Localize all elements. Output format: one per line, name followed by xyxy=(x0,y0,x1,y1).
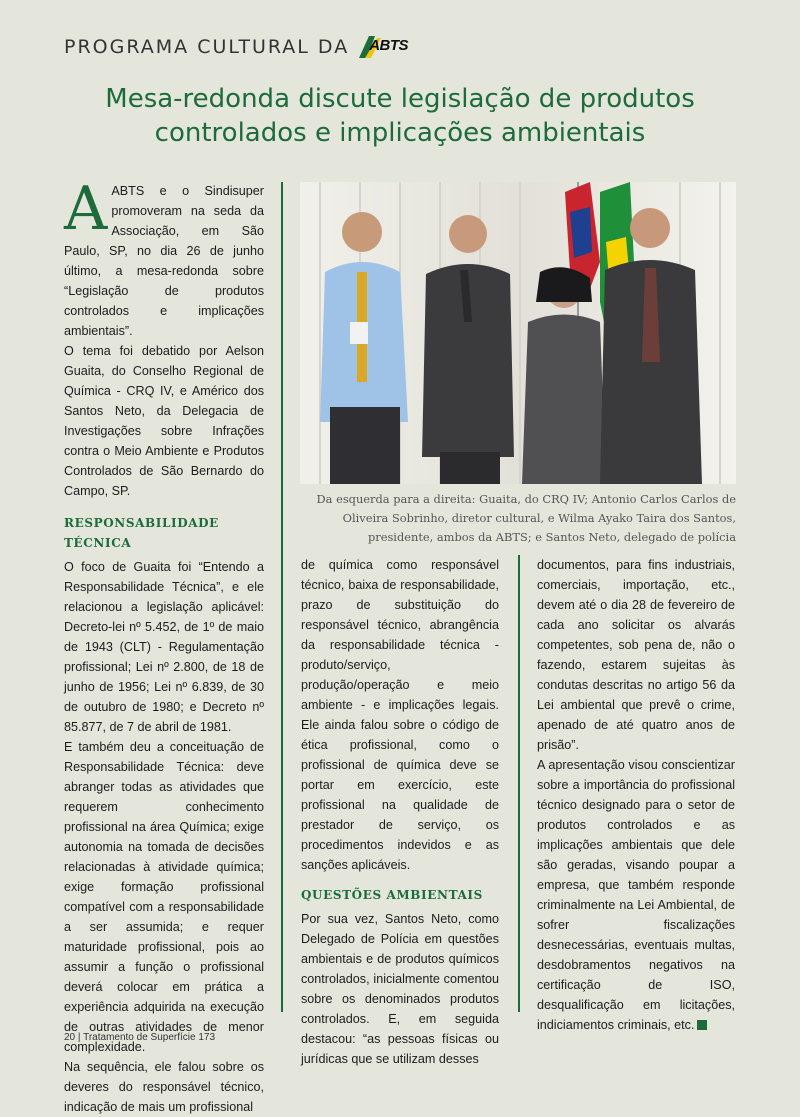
drop-cap: A xyxy=(64,174,108,244)
section1-paragraph-3-start: Na sequência, ele falou sobre os deveres do responsável técnico, indicação de mais um profissional xyxy=(64,1060,264,1114)
page-footer: 20 | Tratamento de Superfície 173 xyxy=(64,1032,216,1043)
section-header xyxy=(64,34,409,60)
intro-paragraph-1: ABTS e o Sindisuper promoveram na seda da Associação, em São Paulo, SP, no dia 26 de junho último, a mesa-redonda sobre “Legislação de produtos controlados e implicações ambientais”. xyxy=(64,184,264,338)
headline-line-1: Mesa-redonda discute legislação de produtos xyxy=(105,84,695,114)
section1-paragraph-1: O foco de Guaita foi “Entendo a Responsabilidade Técnica”, e ele relacionou a legislação aplicável: Decreto-lei nº 5.452, de 1º de maio de 1943 (CLT) - Regulamentação profissional; Lei nº 2.800, de 18 de junho de 1956; Lei nº 6.839, de 30 de outubro de 1980; e Decreto nº 85.877, de 7 de abril de 1981. xyxy=(64,560,264,734)
section2-paragraph-1-continued: documentos, para fins industriais, comerciais, importação, etc., devem até o dia 28 de fevereiro de cada ano solicitar os alvarás competentes, sob pena de, não o fazendo, estarem sujeitas às condutas descritas no artigo 56 da Lei ambiental que prevê o crime, apenado de até quatro anos de prisão”. xyxy=(537,558,735,752)
section1-paragraph-2: E também deu a conceituação de Responsabilidade Técnica: deve abranger todas as atividades que requerem conhecimento profissional na área Química; exige autonomia na tomada de decisões relacionadas à atividade química; exige formação profissional compatível com a responsabilidade a ser assumida; e requer maturidade profissional, pois ao assumir a função o profissional deverá colocar em prática a experiência adquirida na execução de outras atividades de menor complexidade. xyxy=(64,740,264,1054)
abts-logo xyxy=(357,34,409,60)
column-2 xyxy=(301,555,499,1069)
column-divider-2 xyxy=(518,555,520,1012)
photo-caption: Da esquerda para a direita: Guaita, do CRQ IV; Antonio Carlos Carlos de Oliveira Sobrinho, diretor cultural, e Wilma Ayako Taira dos Santos, presidente, ambos da ABTS; e Santos Neto, delegado de polícia xyxy=(316,492,736,544)
section-heading-responsabilidade: RESPONSABILIDADE TÉCNICA xyxy=(64,516,219,550)
column-1 xyxy=(64,174,264,1117)
column-3 xyxy=(537,555,735,1035)
section-heading-questoes: QUESTÕES AMBIENTAIS xyxy=(301,888,483,902)
section2-paragraph-2 xyxy=(537,755,735,1035)
section1-paragraph-3-continued: de química como responsável técnico, baixa de responsabilidade, prazo de substituição do responsável técnico, abrangência da responsabilidade técnica - produto/serviço, produção/operação e meio ambiente - e implicações legais. Ele ainda falou sobre o código de ética profissional, como o profissional de química deve se portar em exercício, este profissional na qualidade de prestador de serviço, os procedimentos indevidos e as sanções aplicáveis. xyxy=(301,558,499,872)
closing-paragraph-text: A apresentação visou conscientizar sobre a importância do profissional técnico designado para o setor de produtos controlados e as implicações ambientais que dele são geradas, visando poupar a empresa, que também responde criminalmente na Lei Ambiental, de sofrer fiscalizações desnecessárias, eventuais multas, desdobramentos negativos na certificação de ISO, desqualificação em licitações, indiciamentos criminais, etc. xyxy=(537,758,735,1032)
section-title: PROGRAMA CULTURAL DA xyxy=(64,36,350,58)
intro-paragraph-2: O tema foi debatido por Aelson Guaita, do Conselho Regional de Química - CRQ IV, e Américo dos Santos Neto, da Delegacia de Investigações sobre Infrações contra o Meio Ambiente e Produtos Controlados de São Bernardo do Campo, SP. xyxy=(64,344,264,498)
headline xyxy=(40,82,760,150)
section2-paragraph-1-start: Por sua vez, Santos Neto, como Delegado de Polícia em questões ambientais e de produtos químicos controlados, inicialmente comentou sobre os denominados produtos controlados. E, em seguida destacou: “as pessoas físicas ou jurídicas que se utilizam desses xyxy=(301,912,499,1066)
logo-text: ABTS xyxy=(369,37,409,54)
headline-line-2: controlados e implicações ambientais xyxy=(154,118,646,148)
column-divider-1 xyxy=(281,182,283,1012)
group-photo xyxy=(300,182,736,484)
end-of-article-icon xyxy=(697,1020,707,1030)
group-photo-illustration xyxy=(300,182,736,484)
